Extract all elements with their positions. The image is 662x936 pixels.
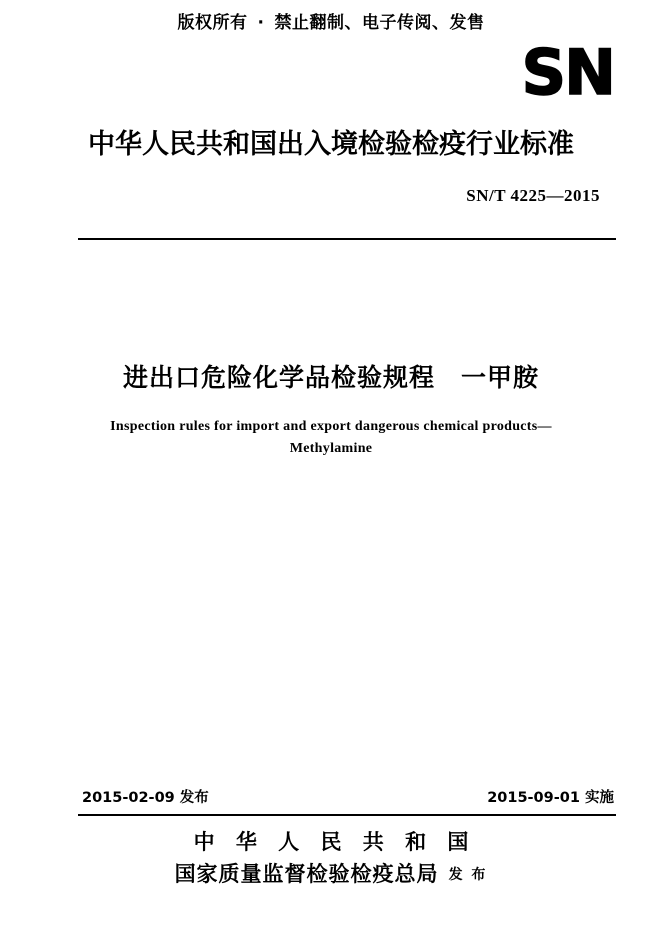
- copyright-warning: [0, 8, 662, 33]
- implementation-date: 2015-09-01 实施: [487, 790, 614, 806]
- document-title-english-line1: Inspection rules for import and export dangerous chemical products—: [110, 419, 552, 434]
- standard-number: SN/T 4225—2015: [466, 186, 600, 205]
- document-title: [0, 358, 662, 394]
- footer-divider: [78, 814, 616, 816]
- document-title-english: [0, 416, 662, 460]
- issuer-country: 中 华 人 民 共 和 国: [193, 830, 476, 854]
- issuer-block: [0, 826, 662, 888]
- header-divider: [78, 238, 616, 240]
- document-title-english-line2: Methylamine: [289, 441, 373, 456]
- copyright-warning-left: 版权所有: [177, 13, 248, 33]
- issuer-row: [0, 858, 662, 888]
- issuer-publish-label: 发 布: [448, 867, 488, 883]
- document-title-main: 进出口危险化学品检验规程: [122, 363, 435, 392]
- sn-logo: SN: [521, 36, 614, 109]
- issuer-agency: 国家质量监督检验检疫总局: [174, 862, 439, 886]
- document-title-substance: 一甲胺: [461, 363, 540, 392]
- copyright-warning-right: 禁止翻制、电子传阅、发售: [274, 13, 485, 33]
- copyright-warning-separator: ·: [257, 13, 265, 33]
- issue-date: 2015-02-09 发布: [82, 790, 209, 806]
- standard-org-title: 中华人民共和国出入境检验检疫行业标准: [88, 129, 574, 160]
